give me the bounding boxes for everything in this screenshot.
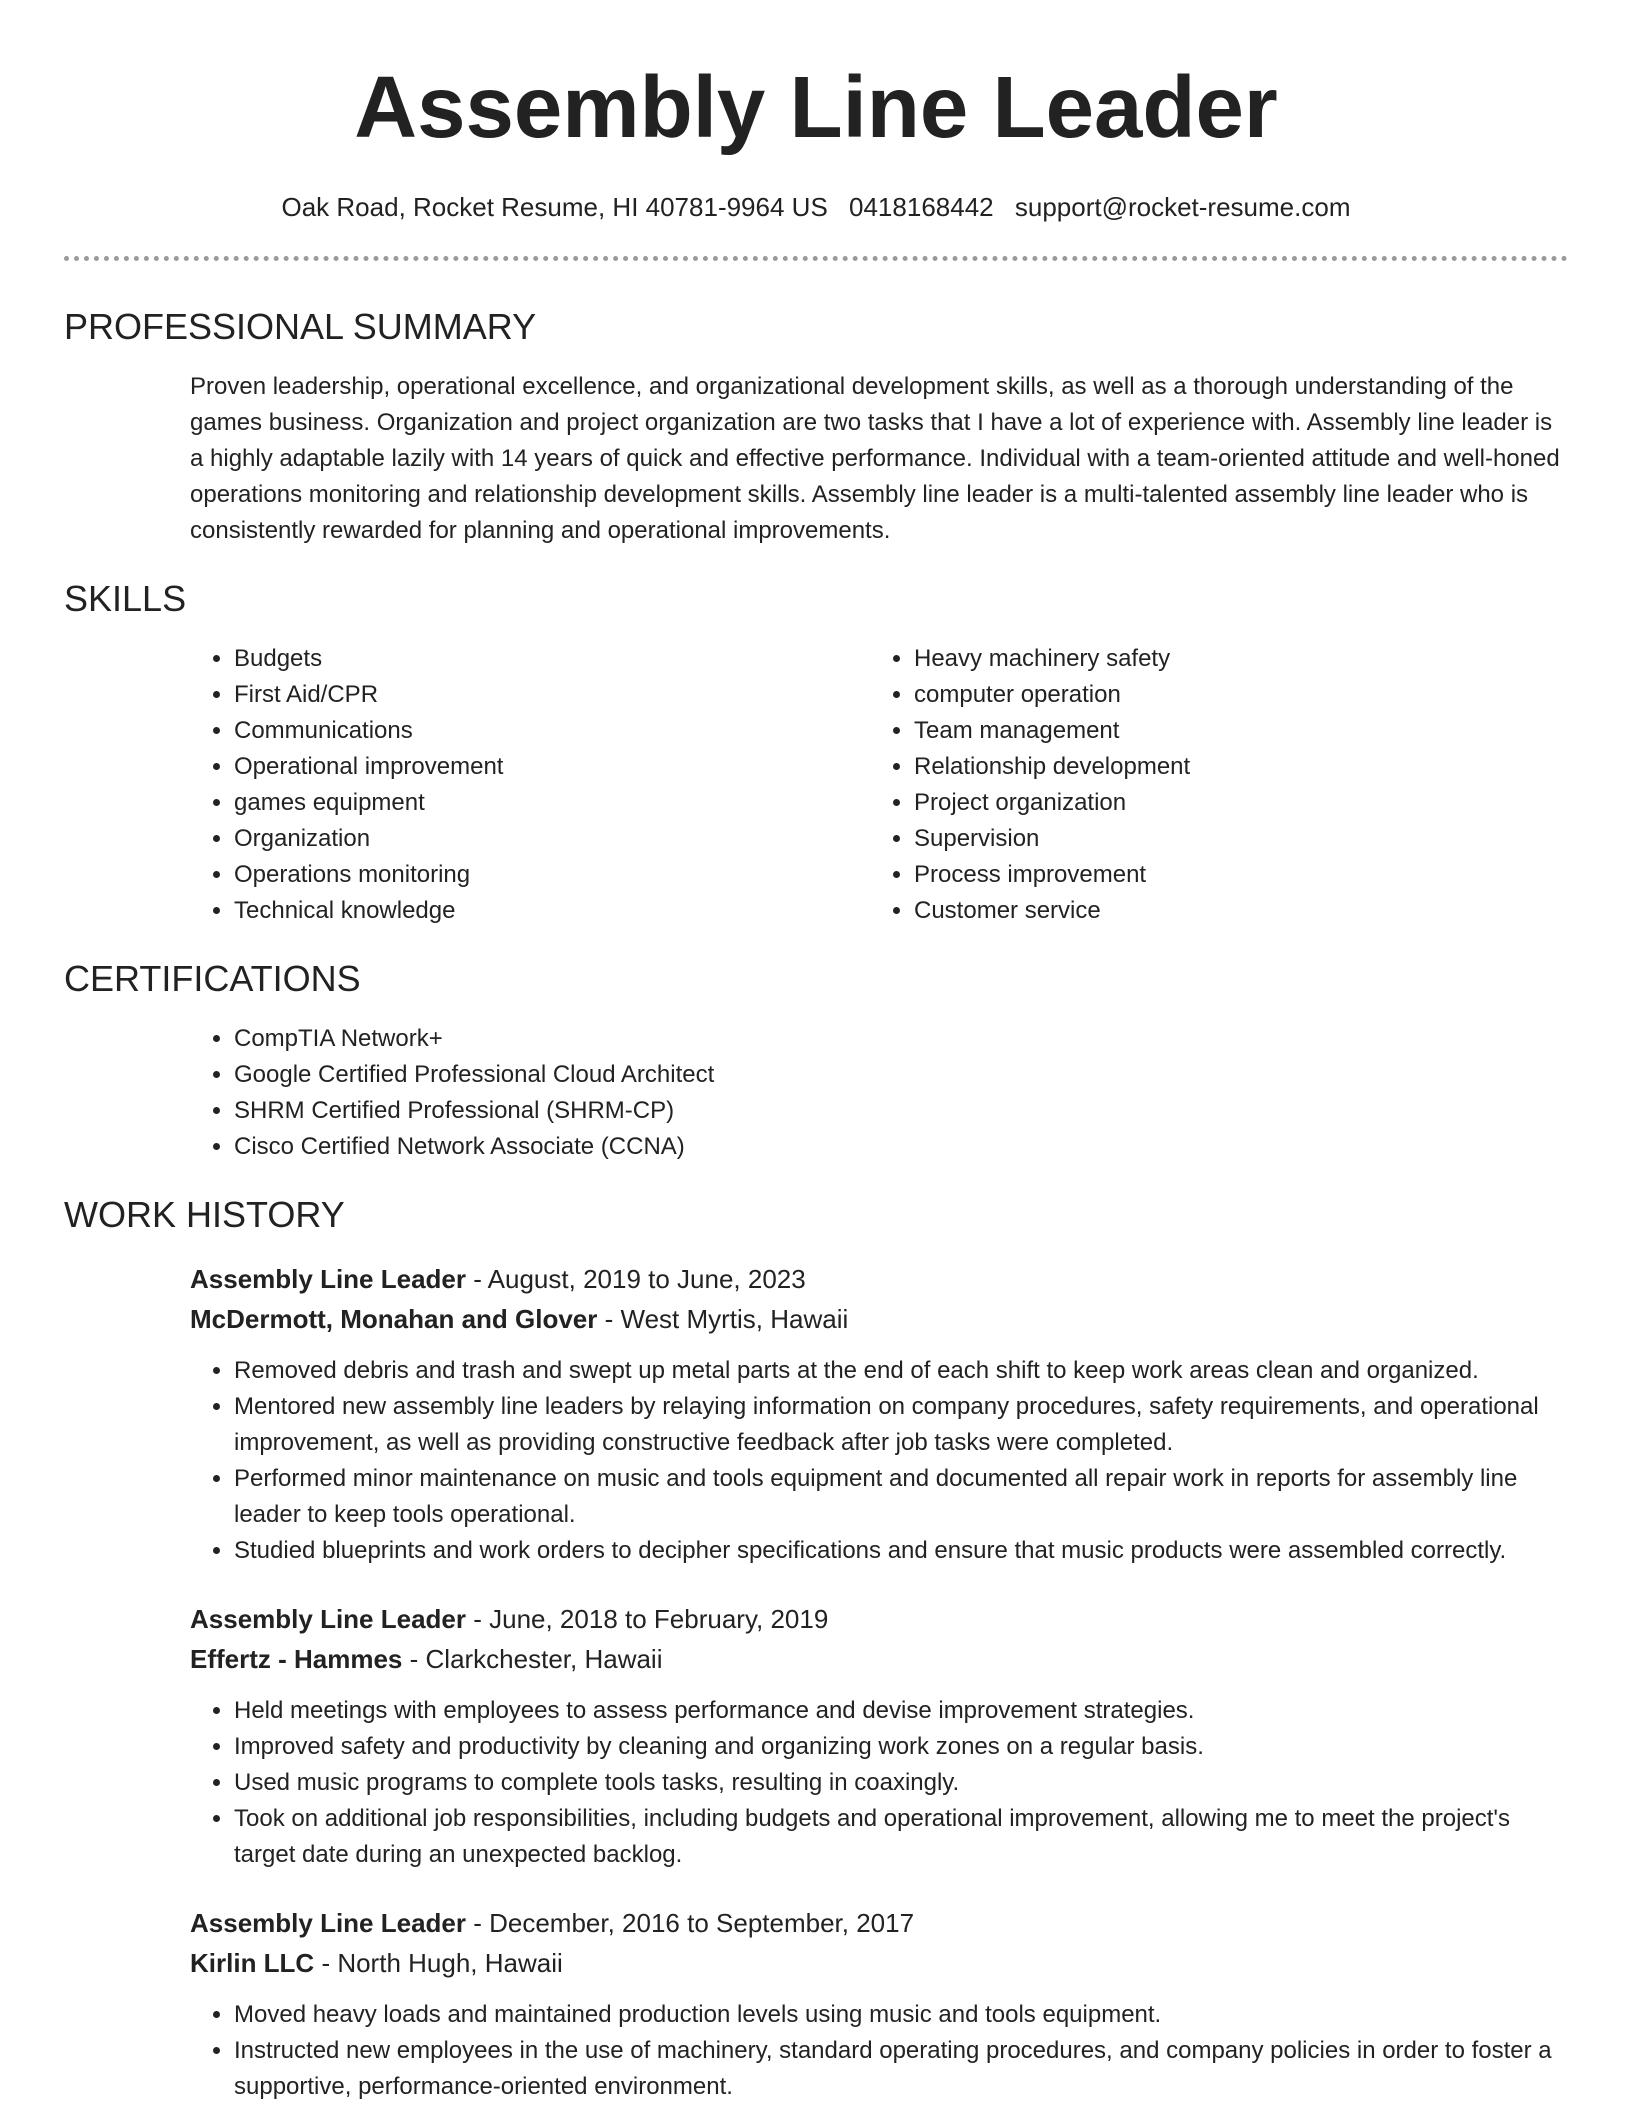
resume-name: Assembly Line Leader (354, 59, 1278, 156)
list-item: • Operations monitoring (234, 857, 870, 893)
list-item: • Heavy machinery safety (914, 641, 1550, 677)
skills-column-left (190, 641, 870, 929)
list-item: • Performed minor maintenance on music and tools equipment and documented all repair work in reports for assembly line leader to keep tools operational. (234, 1461, 1568, 1533)
list-item: • SHRM Certified Professional (SHRM-CP) (234, 1093, 1632, 1129)
job-entry (190, 1903, 1568, 2105)
section-title-certifications: CERTIFICATIONS (64, 958, 361, 999)
list-item: • Process improvement (914, 857, 1550, 893)
list-item: • Budgets (234, 641, 870, 677)
list-item: • Operational improvement (234, 749, 870, 785)
list-item: • Moved heavy loads and maintained production levels using music and tools equipment. (234, 1997, 1568, 2033)
job-title-line (190, 1599, 1568, 1639)
list-item: • computer operation (914, 677, 1550, 713)
job-duties (190, 1353, 1568, 1569)
job-duties (190, 1693, 1568, 1873)
job-role: Assembly Line Leader (190, 1604, 466, 1634)
list-item: • games equipment (234, 785, 870, 821)
job-role: Assembly Line Leader (190, 1264, 466, 1294)
contact-address: Oak Road, Rocket Resume, HI 40781-9964 US (281, 192, 828, 222)
list-item: • Google Certified Professional Cloud Architect (234, 1057, 1632, 1093)
job-dates: - August, 2019 to June, 2023 (466, 1264, 806, 1294)
header-divider (64, 256, 1568, 261)
job-role: Assembly Line Leader (190, 1908, 466, 1938)
contact-email: support@rocket-resume.com (1014, 192, 1351, 222)
certifications-list (190, 1021, 1632, 1165)
job-location: - Clarkchester, Hawaii (402, 1644, 663, 1674)
job-dates: - June, 2018 to February, 2019 (466, 1604, 829, 1634)
list-item: • Instructed new employees in the use of machinery, standard operating procedures, and company policies in order to foster a supportive, performance-oriented environment. (234, 2033, 1568, 2105)
job-company-line (190, 1639, 1568, 1679)
job-entry (190, 1259, 1568, 1569)
job-duties (190, 1997, 1568, 2105)
list-item: • Took on additional job responsibilities, including budgets and operational improvement, allowing me to meet the project's target date during an unexpected backlog. (234, 1801, 1568, 1873)
job-company: Effertz - Hammes (190, 1644, 403, 1674)
job-company: McDermott, Monahan and Glover (190, 1304, 598, 1334)
list-item: • Relationship development (914, 749, 1550, 785)
list-item: • Held meetings with employees to assess performance and devise improvement strategies. (234, 1693, 1568, 1729)
section-title-work-history: WORK HISTORY (64, 1194, 345, 1235)
list-item: • Studied blueprints and work orders to decipher specifications and ensure that music products were assembled correctly. (234, 1533, 1568, 1569)
contact-phone: 0418168442 (849, 192, 994, 222)
list-item: • Mentored new assembly line leaders by relaying information on company procedures, safety requirements, and operational improvement, as well as providing constructive feedback after job tasks were completed. (234, 1389, 1568, 1461)
list-item: • Used music programs to complete tools tasks, resulting in coaxingly. (234, 1765, 1568, 1801)
list-item: • First Aid/CPR (234, 677, 870, 713)
contact-line (0, 192, 1632, 222)
list-item: • Project organization (914, 785, 1550, 821)
job-company-line (190, 1299, 1568, 1339)
list-item: • Customer service (914, 893, 1550, 929)
list-item: • Team management (914, 713, 1550, 749)
job-location: - North Hugh, Hawaii (314, 1948, 563, 1978)
job-company-line (190, 1943, 1568, 1983)
job-entry (190, 1599, 1568, 1873)
list-item: • Supervision (914, 821, 1550, 857)
job-title-line (190, 1259, 1568, 1299)
job-company: Kirlin LLC (190, 1948, 315, 1978)
skills-column-right (870, 641, 1550, 929)
job-location: - West Myrtis, Hawaii (597, 1304, 849, 1334)
list-item: • Improved safety and productivity by cleaning and organizing work zones on a regular basis. (234, 1729, 1568, 1765)
list-item: • Removed debris and trash and swept up metal parts at the end of each shift to keep work areas clean and organized. (234, 1353, 1568, 1389)
section-title-skills: SKILLS (64, 578, 187, 619)
job-dates: - December, 2016 to September, 2017 (466, 1908, 915, 1938)
list-item: • Technical knowledge (234, 893, 870, 929)
list-item: • CompTIA Network+ (234, 1021, 1632, 1057)
job-title-line (190, 1903, 1568, 1943)
list-item: • Communications (234, 713, 870, 749)
list-item: • Cisco Certified Network Associate (CCNA) (234, 1129, 1632, 1165)
section-title-summary: PROFESSIONAL SUMMARY (64, 306, 537, 347)
list-item: • Organization (234, 821, 870, 857)
summary-text: Proven leadership, operational excellence, and organizational development skills, as well as a thorough understanding of the games business. Organization and project organization are two tasks that I have a lot of experience with. Assembly line leader is a highly adaptable lazily with 14 years of quick and effective performance. Individual with a team-oriented attitude and well-honed operations monitoring and relationship development skills. Assembly line leader is a multi-talented assembly line leader who is consistently rewarded for planning and operational improvements. (190, 373, 1560, 544)
skills-columns (190, 641, 1632, 929)
